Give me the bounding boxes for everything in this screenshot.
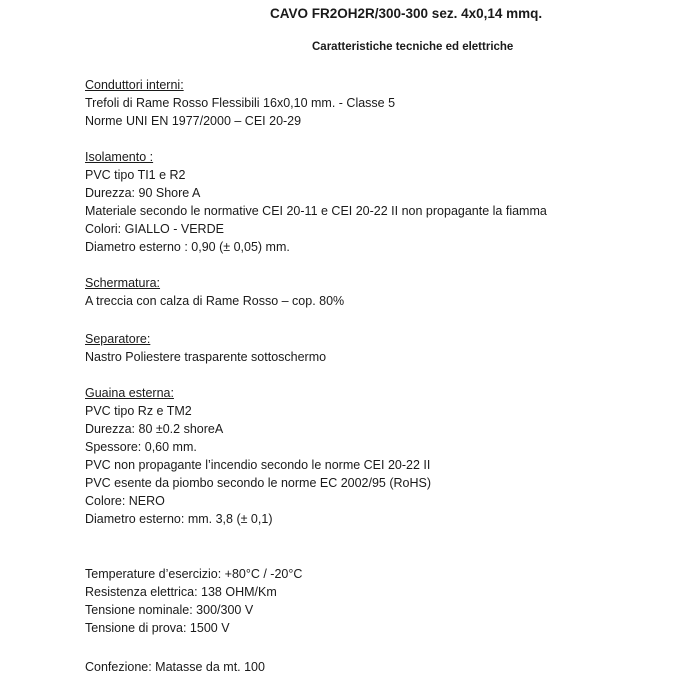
spec-line: Durezza: 90 Shore A	[85, 186, 201, 200]
section-heading-schermatura: Schermatura:	[85, 276, 161, 290]
spec-line: Nastro Poliestere trasparente sottoschermo	[85, 350, 327, 364]
spec-line: PVC tipo Rz e TM2	[85, 404, 192, 418]
spec-line: Colori: GIALLO - VERDE	[85, 222, 224, 236]
section-heading-guaina: Guaina esterna:	[85, 386, 174, 400]
section-heading-conduttori: Conduttori interni:	[85, 78, 184, 92]
spec-line: Diametro esterno : 0,90 (± 0,05) mm.	[85, 240, 290, 254]
spec-line: PVC esente da piombo secondo le norme EC 2002/95 (RoHS)	[85, 476, 432, 490]
spec-line: PVC non propagante l’incendio secondo le norme CEI 20-22 II	[85, 458, 431, 472]
spec-line: PVC tipo TI1 e R2	[85, 168, 186, 182]
section-heading-separatore: Separatore:	[85, 332, 151, 346]
spec-line: Trefoli di Rame Rosso Flessibili 16x0,10 mm. - Classe 5	[85, 96, 396, 110]
spec-line: Durezza: 80 ±0.2 shoreA	[85, 422, 224, 436]
document-subtitle: Caratteristiche tecniche ed elettriche	[312, 41, 514, 53]
spec-line: Norme UNI EN 1977/2000 – CEI 20-29	[85, 114, 302, 128]
electrical-line: Temperature d’esercizio: +80°C / -20°C	[85, 567, 303, 581]
spec-line: Diametro esterno: mm. 3,8 (± 0,1)	[85, 512, 273, 526]
spec-line: Colore: NERO	[85, 494, 165, 508]
packaging-line: Confezione: Matasse da mt. 100	[85, 660, 265, 674]
spec-line: A treccia con calza di Rame Rosso – cop. 80%	[85, 294, 345, 308]
spec-line: Materiale secondo le normative CEI 20-11 e CEI 20-22 II non propagante la fiamma	[85, 204, 547, 218]
electrical-line: Resistenza elettrica: 138 OHM/Km	[85, 585, 277, 599]
electrical-line: Tensione di prova: 1500 V	[85, 621, 230, 635]
document-title: CAVO FR2OH2R/300-300 sez. 4x0,14 mmq.	[270, 6, 543, 21]
spec-line: Spessore: 0,60 mm.	[85, 440, 197, 454]
electrical-line: Tensione nominale: 300/300 V	[85, 603, 254, 617]
section-heading-isolamento: Isolamento :	[85, 150, 154, 164]
